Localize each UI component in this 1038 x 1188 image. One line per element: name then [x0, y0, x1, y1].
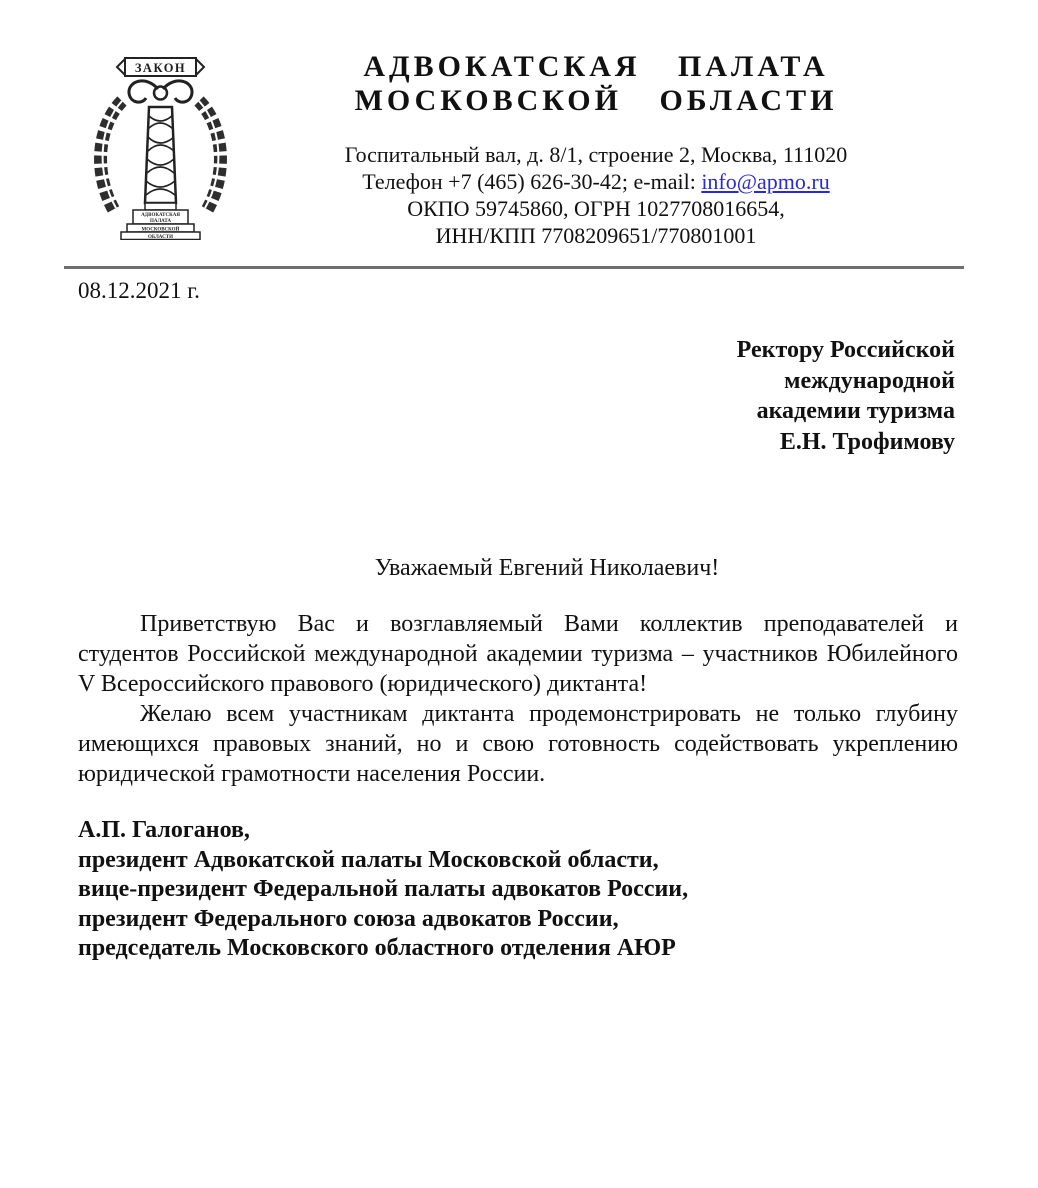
signature-block: [78, 816, 958, 964]
org-name-line-1: АДВОКАТСКАЯ ПАЛАТА: [363, 50, 829, 83]
body-paragraph-1: Приветствую Вас и возглавляемый Вами коллектив преподавателей и студентов Российской международной академии туризма – участников Юбилейного V Всероссийского правового (юридического) диктанта!: [78, 611, 958, 697]
body-paragraph-2: Желаю всем участникам диктанта продемонстрировать не только глубину имеющихся правовых знаний, но и свою готовность содействовать укреплению юридической грамотности населения России.: [78, 701, 958, 787]
org-okpo-ogrn: ОКПО 59745860, ОГРН 1027708016654,: [407, 196, 785, 221]
email-link[interactable]: info@apmo.ru: [701, 169, 830, 194]
org-name: [306, 50, 886, 118]
letterhead-divider: [64, 266, 964, 269]
law-banner-icon: [117, 58, 204, 76]
signature-title: президент Федерального союза адвокатов России,: [78, 905, 619, 932]
signature-title: председатель Московского областного отделения АЮР: [78, 935, 676, 961]
signature-name: А.П. Галоганов,: [78, 817, 250, 843]
pedestal-line-3: МОСКОВСКОЙ: [141, 227, 180, 233]
letter-date: 08.12.2021 г.: [78, 278, 200, 303]
recipient-block: [0, 335, 955, 457]
signature-title: вице-президент Федеральной палаты адвокатов России,: [78, 876, 689, 902]
column-icon: [129, 81, 192, 203]
signature-title: президент Адвокатской палаты Московской области,: [78, 846, 659, 873]
banner-label: ЗАКОН: [134, 61, 187, 75]
letterhead-text: [306, 50, 886, 249]
org-phone-email: [306, 168, 886, 195]
recipient-line: международной: [784, 367, 955, 394]
org-address: Госпитальный вал, д. 8/1, строение 2, Москва, 111020: [344, 142, 848, 167]
org-phone: Телефон +7 (465) 626-30-42; e-mail:: [362, 169, 702, 194]
pedestal-line-2: ПАЛАТА: [149, 219, 172, 224]
recipient-line: Ректору Российской: [736, 337, 955, 363]
org-contacts: [306, 141, 886, 249]
pedestal: [121, 203, 200, 240]
org-emblem: [88, 55, 233, 240]
recipient-line: академии туризма: [756, 398, 955, 424]
letterhead: [0, 0, 1038, 266]
recipient-line: Е.Н. Трофимову: [779, 428, 955, 455]
letter-body: [78, 609, 958, 789]
org-name-line-2: МОСКОВСКОЙ ОБЛАСТИ: [354, 84, 838, 117]
pedestal-line-1: АДВОКАТСКАЯ: [141, 212, 180, 218]
salutation: Уважаемый Евгений Николаевич!: [374, 555, 720, 581]
pedestal-line-4: ОБЛАСТИ: [148, 235, 173, 240]
org-inn-kpp: ИНН/КПП 7708209651/770801001: [435, 223, 757, 248]
emblem-graphic: [88, 55, 233, 240]
